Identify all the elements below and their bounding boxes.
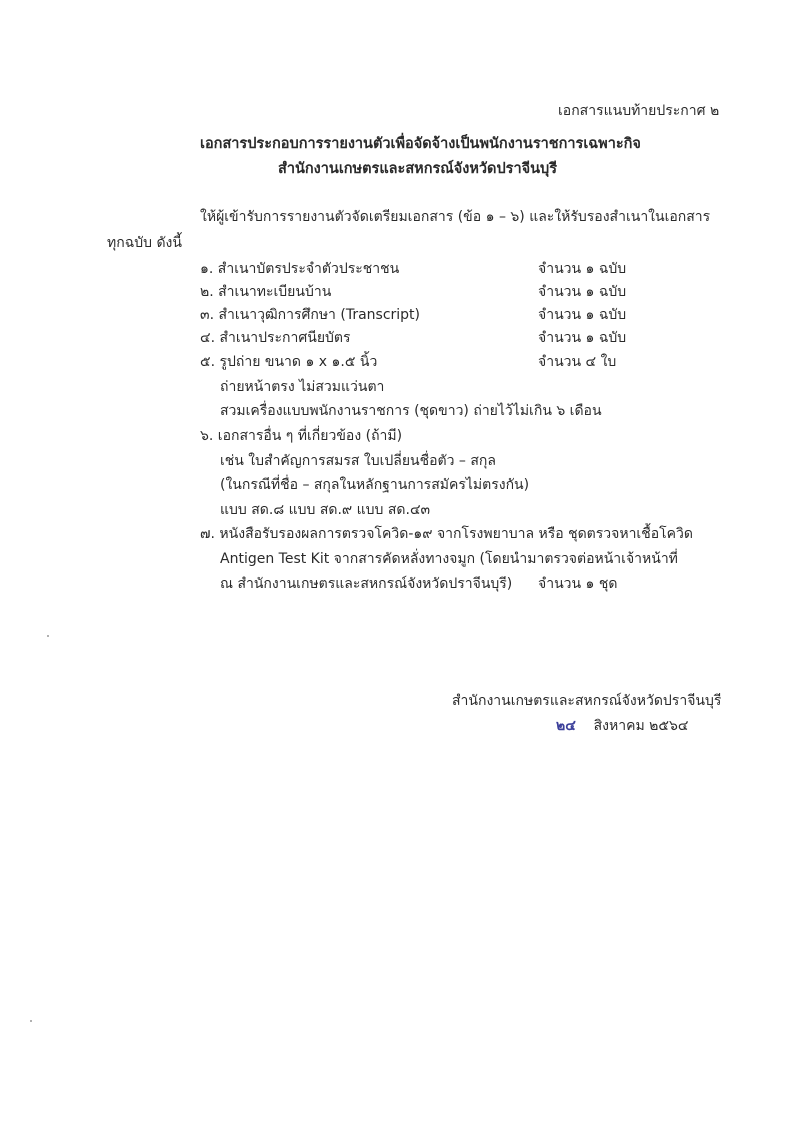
item-7-line-3: ณ สำนักงานเกษตรและสหกรณ์จังหวัดปราจีนบุรี) bbox=[220, 576, 513, 592]
scan-speck bbox=[30, 1020, 32, 1022]
item-6-note: แบบ สด.๘ แบบ สด.๙ แบบ สด.๔๓ bbox=[220, 502, 431, 518]
list-item-text: ๓. สำเนาวุฒิการศึกษา (Transcript) bbox=[200, 307, 421, 323]
item-5-note: ถ่ายหน้าตรง ไม่สวมแว่นตา bbox=[220, 379, 385, 395]
intro-line-2: ทุกฉบับ ดังนี้ bbox=[107, 235, 182, 251]
list-item-quantity: จำนวน ๑ ฉบับ bbox=[538, 261, 627, 277]
list-item-text: ๗. หนังสือรับรองผลการตรวจโควิด-๑๙ จากโรงพยาบาล หรือ ชุดตรวจหาเชื้อโควิด bbox=[200, 526, 693, 542]
item-7-line-2: Antigen Test Kit จากสารคัดหลั่งทางจมูก (โดยนำมาตรวจต่อหน้าเจ้าหน้าที่ bbox=[220, 551, 678, 567]
scan-speck bbox=[47, 635, 49, 637]
attachment-reference: เอกสารแนบท้ายประกาศ ๒ bbox=[558, 103, 720, 119]
list-item-quantity: จำนวน ๑ ฉบับ bbox=[538, 307, 627, 323]
list-item-quantity: จำนวน ๑ ฉบับ bbox=[538, 284, 627, 300]
item-6-note: เช่น ใบสำคัญการสมรส ใบเปลี่ยนชื่อตัว – สกุล bbox=[220, 453, 496, 469]
list-item-quantity: จำนวน ๔ ใบ bbox=[538, 354, 617, 370]
item-6-note: (ในกรณีที่ชื่อ – สกุลในหลักฐานการสมัครไม่ตรงกัน) bbox=[220, 477, 530, 493]
list-item-quantity: จำนวน ๑ ชุด bbox=[538, 576, 618, 592]
handwritten-day: ๒๔ bbox=[556, 718, 576, 734]
signature-month-year: สิงหาคม ๒๕๖๔ bbox=[593, 718, 689, 734]
signature-office: สำนักงานเกษตรและสหกรณ์จังหวัดปราจีนบุรี bbox=[452, 693, 722, 709]
signature-date bbox=[556, 715, 688, 737]
list-item-text: ๕. รูปถ่าย ขนาด ๑ x ๑.๕ นิ้ว bbox=[200, 354, 378, 370]
intro-line-1: ให้ผู้เข้ารับการรายงานตัวจัดเตรียมเอกสาร (ข้อ ๑ – ๖) และให้รับรองสำเนาในเอกสาร bbox=[200, 209, 711, 225]
document-title-line-1: เอกสารประกอบการรายงานตัวเพื่อจัดจ้างเป็นพนักงานราชการเฉพาะกิจ bbox=[200, 136, 641, 152]
item-5-note: สวมเครื่องแบบพนักงานราชการ (ชุดขาว) ถ่ายไว้ไม่เกิน ๖ เดือน bbox=[220, 403, 602, 419]
list-item-text: ๒. สำเนาทะเบียนบ้าน bbox=[200, 284, 332, 300]
list-item-quantity: จำนวน ๑ ฉบับ bbox=[538, 330, 627, 346]
list-item-text: ๔. สำเนาประกาศนียบัตร bbox=[200, 330, 351, 346]
list-item-text: ๑. สำเนาบัตรประจำตัวประชาชน bbox=[200, 261, 400, 277]
list-item-text: ๖. เอกสารอื่น ๆ ที่เกี่ยวข้อง (ถ้ามี) bbox=[200, 428, 403, 444]
document-title-line-2: สำนักงานเกษตรและสหกรณ์จังหวัดปราจีนบุรี bbox=[278, 161, 557, 177]
